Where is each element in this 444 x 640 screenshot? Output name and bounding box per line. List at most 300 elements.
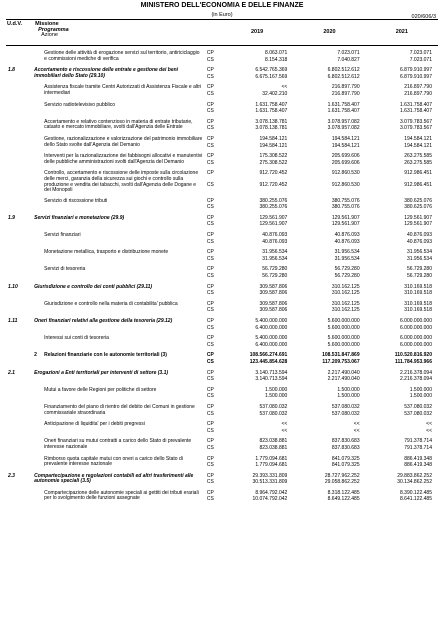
row-cp-label: CP [206, 335, 214, 342]
row-cp-value: 310.169.518 [404, 283, 432, 290]
row-cp-value: 194.584.121 [404, 135, 432, 142]
row-cp-label: CP [206, 455, 214, 462]
row-cs-value: 380.625.076 [404, 204, 432, 211]
row-cs-label: CS [206, 393, 214, 400]
row-cp-label: CP [206, 421, 214, 428]
row-cs-value: 309.587.806 [259, 290, 288, 297]
table-row [6, 198, 438, 205]
row-udv [6, 153, 34, 166]
row-cs-label: CS [206, 159, 214, 166]
row-cp-value: << [353, 421, 360, 428]
row-cs-label: CS [206, 238, 214, 245]
row-cp-value: 8.964.792.042 [255, 489, 288, 496]
row-cs-value: 6.879.910.997 [400, 73, 432, 80]
row-cs-value: 205.699.606 [331, 159, 360, 166]
table-row [6, 438, 438, 445]
row-cs-value: 837.830.683 [331, 444, 360, 451]
row-cs-value: 194.584.121 [404, 142, 432, 149]
row-cs-value: 1.500.000 [409, 393, 432, 400]
row-cp-value: 537.080.032 [331, 403, 360, 410]
row-cp-value: 108.531.847.869 [322, 352, 360, 359]
row-cs-label: CS [206, 204, 214, 211]
row-cp-value: 3.079.783.567 [400, 118, 432, 125]
row-cp-value: 1.779.094.681 [255, 455, 288, 462]
row-cp-label: CP [206, 300, 214, 307]
row-cs-value: 6.802.512.612 [327, 73, 360, 80]
table-row [6, 404, 438, 411]
row-cp-value: 175.308.522 [259, 153, 288, 160]
row-cs-value: 6.000.000.000 [400, 341, 432, 348]
row-cs-value: 56.729.280 [334, 273, 360, 280]
row-cp-value: << [426, 421, 432, 428]
row-description: Interessi sui conti di tesoreria [44, 335, 109, 342]
row-cs-value: 1.500.000 [337, 393, 360, 400]
header-year-2019: 2019 [221, 20, 293, 46]
row-cp-value: 5.400.000.000 [255, 318, 288, 324]
row-cs-value: 5.600.000.000 [327, 341, 360, 348]
table-row [6, 421, 438, 428]
row-cp-value: 8.390.122.485 [400, 489, 432, 496]
row-cp-label: CP [206, 249, 214, 256]
row-cp-value: 1.500.000 [337, 386, 360, 393]
row-cs-label: CS [206, 182, 214, 188]
row-description: Servizio di riscossione tributi [44, 197, 108, 204]
row-cs-value: 8.154.318 [265, 56, 288, 63]
header-udv: U.d.V. [6, 20, 34, 46]
row-cp-label: CP [206, 472, 214, 479]
row-cp-value: 310.162.125 [331, 300, 360, 307]
row-description: Giurisdizione e controllo nella materia di contabilita' pubblica [44, 300, 178, 307]
row-cp-value: 380.755.076 [331, 197, 360, 204]
row-cs-label: CS [206, 427, 214, 434]
row-cs-value: 2.217.490.040 [327, 376, 360, 383]
row-cs-value: 380.255.076 [259, 204, 288, 211]
row-cp-label: CP [206, 170, 214, 177]
table-row [6, 102, 438, 109]
row-cp-value: 309.587.806 [259, 300, 288, 307]
row-cs-value: 3.140.713.594 [255, 376, 288, 383]
row-cp-label: CP [206, 197, 214, 204]
row-cp-value: 912.860.530 [331, 170, 360, 177]
row-cs-value: << [281, 427, 288, 434]
row-cp-value: 8.318.122.485 [327, 489, 360, 496]
row-cs-value: 29.058.862.252 [324, 479, 360, 486]
row-cp-label: CP [206, 489, 214, 496]
row-cp-value: 1.631.758.407 [400, 101, 432, 108]
row-cp-value: 537.080.032 [259, 403, 288, 410]
row-cs-value: 56.729.280 [406, 273, 432, 280]
row-cp-value: 129.561.907 [259, 214, 288, 221]
row-cp-value: 791.378.714 [404, 438, 432, 445]
row-cp-value: 194.584.121 [259, 135, 288, 142]
row-cs-label: CS [206, 479, 214, 486]
row-cs-value: 841.079.325 [331, 462, 360, 469]
row-udv [6, 490, 34, 503]
table-row [6, 352, 438, 359]
row-udv: 1.10 [8, 283, 18, 290]
header-year-2021: 2021 [366, 20, 438, 46]
row-cs-value: 263.275.585 [404, 159, 432, 166]
row-cs-label: CS [206, 462, 214, 469]
row-udv [6, 50, 34, 63]
row-cp-value: 263.275.585 [404, 153, 432, 160]
table-row [6, 370, 438, 377]
row-cs-value: 912.986.451 [404, 182, 432, 188]
table-row [6, 266, 438, 273]
row-udv: 2.3 [8, 472, 15, 479]
row-udv [6, 84, 34, 97]
row-cp-label: CP [206, 403, 214, 410]
row-cs-label: CS [206, 73, 214, 80]
row-udv [6, 335, 34, 348]
row-udv [6, 249, 34, 262]
row-description: Servizi finanziari e monetazione (29.9) [34, 214, 125, 221]
row-cp-value: 2.216.378.094 [400, 369, 432, 376]
row-udv [6, 266, 34, 279]
row-cp-value: 40.876.093 [406, 232, 432, 239]
row-udv [6, 102, 34, 115]
row-cs-value: 823.038.881 [259, 444, 288, 451]
row-udv [6, 352, 34, 365]
row-udv [6, 232, 34, 245]
document-number: 020/606/3 [411, 14, 436, 20]
row-cp-value: 841.079.325 [331, 455, 360, 462]
row-cs-value: 129.561.907 [259, 221, 288, 228]
row-cs-value: 912.860.530 [331, 182, 360, 188]
row-cp-value: 205.699.606 [331, 153, 360, 160]
row-description: Mutui a favore delle Regioni per politiche di settore [44, 386, 157, 393]
row-udv: 1.8 [8, 67, 15, 74]
row-udv [6, 198, 34, 211]
row-description: Monetazione metallica, trasporto e distribuzione monete [44, 249, 169, 256]
row-cp-value: 108.566.274.691 [249, 352, 288, 359]
row-cp-value: 5.600.000.000 [327, 318, 360, 324]
row-cp-value: 31.956.534 [334, 249, 360, 256]
row-cs-label: CS [206, 341, 214, 348]
row-cp-value: 31.956.534 [262, 249, 288, 256]
row-cs-value: 6.400.000.000 [255, 324, 288, 331]
row-cp-value: 29.883.862.252 [397, 472, 432, 479]
row-cp-value: << [281, 421, 288, 428]
row-cs-value: 31.956.534 [262, 255, 288, 262]
header-azione: Azione [41, 32, 58, 39]
row-description: Gestione, razionalizzazione e valorizzazione del patrimonio immobiliare dello Stato svolte dall'Agenzia del Demanio [44, 135, 203, 148]
row-udv [6, 438, 34, 451]
row-cp-value: 380.625.076 [404, 197, 432, 204]
row-cp-label: CP [206, 84, 214, 91]
table-row [6, 153, 438, 160]
row-cp-value: 380.255.076 [259, 197, 288, 204]
row-cp-value: 56.729.280 [334, 266, 360, 273]
row-cs-value: 6.400.000.000 [255, 341, 288, 348]
row-cp-label: CP [206, 101, 214, 108]
table-row [6, 473, 438, 480]
row-cs-value: 6.675.167.569 [255, 73, 288, 80]
row-cp-value: 1.631.758.407 [255, 101, 288, 108]
row-cs-value: 310.162.125 [331, 290, 360, 297]
row-cs-value: 7.040.827 [337, 56, 360, 63]
row-cs-value: 40.876.093 [262, 238, 288, 245]
row-cs-value: 8.641.122.485 [400, 496, 432, 503]
table-row [6, 387, 438, 394]
row-udv [6, 387, 34, 400]
row-cs-value: 310.162.125 [331, 307, 360, 314]
row-cs-value: 40.876.093 [406, 238, 432, 245]
row-udv [6, 119, 34, 132]
row-cs-label: CS [206, 273, 214, 280]
row-cs-value: 537.080.032 [331, 410, 360, 417]
row-description: Servizi di tesoreria [44, 266, 86, 273]
row-description: Anticipazione di liquidita' per i debiti pregressi [44, 421, 145, 428]
row-cs-label: CS [206, 444, 214, 451]
row-cs-value: 3.078.957.082 [327, 125, 360, 132]
header-description [34, 20, 207, 46]
row-udv [6, 404, 34, 417]
row-mission-number: 2 [34, 352, 37, 359]
row-cs-value: 886.419.348 [404, 462, 432, 469]
row-cs-value: 3.079.783.567 [400, 125, 432, 132]
table-row [6, 284, 438, 291]
row-cs-label: CS [206, 255, 214, 262]
row-cs-value: 912.720.452 [259, 182, 288, 188]
row-cs-value: 194.584.121 [331, 142, 360, 149]
row-cs-value: 7.023.071 [409, 56, 432, 63]
row-cs-value: 6.000.000.000 [400, 324, 432, 331]
row-cp-label: CP [206, 118, 214, 125]
row-udv: 1.11 [8, 318, 18, 324]
table-row [6, 318, 438, 325]
row-cp-value: 129.561.907 [404, 214, 432, 221]
row-cs-label: CS [206, 324, 214, 331]
row-udv [6, 421, 34, 434]
row-cs-label: CS [206, 410, 214, 417]
row-cp-value: 8.063.071 [265, 50, 288, 56]
row-cs-value: 194.584.121 [259, 142, 288, 149]
row-cp-label: CP [206, 266, 214, 273]
table-row [6, 215, 438, 222]
budget-table [6, 19, 438, 503]
row-cs-value: 32.402.210 [262, 90, 288, 97]
row-cs-value: 310.169.518 [404, 307, 432, 314]
table-body [6, 46, 438, 504]
row-cs-value: 8.649.122.485 [327, 496, 360, 503]
row-description: Compartecipazione delle autonomie speciali ai gettiti dei tributi erariali per lo svolgimento delle funzioni assegnate [44, 489, 199, 502]
row-cs-value: 216.897.790 [331, 90, 360, 97]
row-cs-value: 216.897.790 [404, 90, 432, 97]
row-cp-value: 1.500.000 [265, 386, 288, 393]
row-cp-value: 216.897.790 [331, 84, 360, 91]
row-cp-value: 6.000.000.000 [400, 318, 432, 324]
row-cs-label: CS [206, 142, 214, 149]
table-row [6, 301, 438, 308]
row-cs-value: 1.500.000 [265, 393, 288, 400]
row-cs-value: 3.078.138.781 [255, 125, 288, 132]
row-cp-label: CP [206, 438, 214, 445]
row-udv [6, 456, 34, 469]
row-cs-value: 537.080.032 [259, 410, 288, 417]
row-description: Gestione delle attività di erogazione servizi sul territorio, antiriciclaggio e commissioni mediche di verifica [44, 50, 200, 62]
row-cp-value: 29.393.331.809 [252, 472, 288, 479]
row-cs-value: 1.631.758.407 [255, 108, 288, 115]
row-cp-value: 194.584.121 [331, 135, 360, 142]
header-year-2020: 2020 [293, 20, 365, 46]
row-cs-value: 30.134.862.252 [397, 479, 432, 486]
row-udv [6, 170, 34, 193]
row-cp-value: 2.217.490.040 [327, 369, 360, 376]
table-row [6, 170, 438, 182]
row-cp-label: CP [206, 352, 214, 359]
row-cp-value: 310.169.518 [404, 300, 432, 307]
row-description: Controllo, accertamento e riscossione delle imposte sulla circolazione delle merci, garanzia della sicurezza sui giochi e controllo sulla produzione e vendita dei tabacchi, svolti dall'Agenzia delle Dogane e dei Monopoli [44, 170, 199, 194]
row-cp-value: 6.802.512.612 [327, 67, 360, 74]
table-row [6, 490, 438, 497]
row-cp-value: 56.729.280 [406, 266, 432, 273]
header-cpcs [207, 20, 221, 46]
row-udv: 2.1 [8, 369, 15, 376]
row-cp-value: 110.520.816.920 [394, 352, 432, 359]
row-cs-label: CS [206, 376, 214, 383]
row-cp-value: 31.956.534 [406, 249, 432, 256]
row-cs-label: CS [206, 108, 214, 115]
row-cp-value: 6.000.000.000 [400, 335, 432, 342]
row-description: Interventi per la razionalizzazione dei fabbisogni allocativi e manutentivi delle pubbliche amministrazioni svolti dall'Agenzia del Demanio [44, 153, 203, 165]
row-cp-value: 3.140.713.594 [255, 369, 288, 376]
row-udv [6, 136, 34, 149]
row-description: Rimborso quota capitale mutui con oneri a carico dello Stato di prevalente interesse nazionale [44, 455, 183, 468]
row-description: Accertamento e riscossione delle entrate e gestione dei beni immobiliari dello Stato (29.10) [34, 67, 179, 79]
row-cs-value: 275.308.522 [259, 159, 288, 166]
row-cs-label: CS [206, 496, 214, 503]
row-cp-value: 823.038.881 [259, 438, 288, 445]
row-cs-value: 380.755.076 [331, 204, 360, 211]
row-cp-label: CP [206, 369, 214, 376]
row-cp-value: 886.419.348 [404, 455, 432, 462]
row-cp-value: 3.078.138.781 [255, 118, 288, 125]
row-cs-label: CS [206, 358, 214, 365]
row-cs-value: << [426, 427, 432, 434]
row-cs-value: 56.729.280 [262, 273, 288, 280]
row-cp-value: 28.727.962.252 [324, 472, 360, 479]
row-description: Servizio radiotelevisivo pubblico [44, 101, 116, 108]
row-cs-label: CS [206, 221, 214, 228]
row-cs-value: 129.561.907 [404, 221, 432, 228]
row-description: Servizi finanziari [44, 232, 81, 239]
row-cp-value: 310.162.125 [331, 283, 360, 290]
row-cp-label: CP [206, 135, 214, 142]
row-description: Accertamento e relativo contenzioso in materia di entrate tributarie, catasto e mercato immobiliare, svolti dall'Agenzia delle Entrate [44, 118, 193, 131]
row-cp-label: CP [206, 386, 214, 393]
row-cs-label: CS [206, 290, 214, 297]
row-cp-label: CP [206, 153, 214, 160]
ministry-title: MINISTERO DELL'ECONOMIA E DELLE FINANZE [140, 2, 304, 9]
row-cs-value: 2.216.378.094 [400, 376, 432, 383]
row-cs-value: 31.956.534 [406, 255, 432, 262]
row-cp-value: 7.023.071 [337, 50, 360, 56]
currency-unit: (in Euro) [211, 12, 233, 18]
table-row [6, 119, 438, 126]
row-cp-value: 56.729.280 [262, 266, 288, 273]
row-cp-value: << [281, 84, 288, 91]
row-cp-label: CP [206, 67, 214, 74]
row-cp-value: 40.876.093 [334, 232, 360, 239]
row-cs-value: 123.445.854.628 [249, 358, 288, 365]
row-cs-value: 1.631.758.407 [327, 108, 360, 115]
row-cs-value: 309.587.806 [259, 307, 288, 314]
row-cp-value: 537.080.032 [404, 403, 432, 410]
row-description: Giurisdizione e controllo dei conti pubblici (29.11) [34, 283, 153, 290]
row-cs-label: CS [206, 90, 214, 97]
row-udv [6, 301, 34, 314]
table-row [6, 84, 438, 91]
row-cp-value: 912.986.451 [404, 170, 432, 177]
row-description: Assistenza fiscale tramite Centri Autorizzati di Assistenza Fiscale e altri intermediari [44, 84, 202, 96]
row-cp-value: 6.542.765.369 [255, 67, 288, 74]
table-row [6, 456, 438, 463]
row-cs-value: 10.074.792.042 [252, 496, 288, 503]
row-cs-label: CS [206, 125, 214, 132]
row-cs-value: 310.169.518 [404, 290, 432, 297]
row-cs-value: 1.779.094.681 [255, 462, 288, 469]
row-udv: 1.9 [8, 214, 15, 221]
row-cs-label: CS [206, 307, 214, 314]
table-row [6, 50, 438, 57]
row-cs-value: 537.080.032 [404, 410, 432, 417]
table-row [6, 335, 438, 342]
row-cp-value: 5.400.000.000 [255, 335, 288, 342]
row-cs-value: 129.561.907 [331, 221, 360, 228]
row-description: Relazioni finanziarie con le autonomie territoriali (3) [44, 352, 167, 359]
table-row [6, 67, 438, 74]
row-cs-value: 40.876.093 [334, 238, 360, 245]
row-cp-value: 5.600.000.000 [327, 335, 360, 342]
header-missione: Missione [35, 21, 59, 27]
row-cp-value: 912.720.452 [259, 170, 288, 177]
row-cp-label: CP [206, 283, 214, 290]
row-cp-value: 129.561.907 [331, 214, 360, 221]
table-row [6, 136, 438, 143]
row-cs-value: 31.956.534 [334, 255, 360, 262]
row-cp-value: 1.500.000 [409, 386, 432, 393]
row-description: Finanziamento del piano di rientro del debito dei Comuni in gestione commissariale straordinaria [44, 403, 195, 416]
row-cp-label: CP [206, 50, 214, 56]
row-cp-label: CP [206, 232, 214, 239]
table-header [6, 20, 438, 46]
row-cs-value: 791.378.714 [404, 444, 432, 451]
row-cs-value: 117.209.753.067 [322, 358, 360, 365]
row-cp-label: CP [206, 318, 214, 324]
row-cs-label: CS [206, 56, 214, 63]
row-cs-value: 1.631.758.407 [400, 108, 432, 115]
table-row [6, 249, 438, 256]
row-cp-value: 309.587.806 [259, 283, 288, 290]
row-description: Erogazioni a Enti territoriali per interventi di settore (3.1) [34, 369, 169, 376]
row-cp-value: 6.879.910.997 [400, 67, 432, 74]
row-cs-value: << [353, 427, 360, 434]
row-cp-value: 837.830.683 [331, 438, 360, 445]
row-cp-value: 40.876.093 [262, 232, 288, 239]
table-row [6, 232, 438, 239]
row-cp-value: 7.023.071 [409, 50, 432, 56]
row-description: Oneri finanziari su mutui contratti a carico dello Stato di prevalente interesse nazionale [44, 438, 192, 450]
row-cp-value: 216.897.790 [404, 84, 432, 91]
row-cs-value: 111.784.953.966 [395, 358, 432, 365]
header-programma: Programma [38, 26, 69, 33]
row-cp-value: 1.631.758.407 [327, 101, 360, 108]
row-cp-label: CP [206, 214, 214, 221]
row-cs-value: 5.600.000.000 [327, 324, 360, 331]
row-cs-value: 30.513.331.809 [252, 479, 288, 486]
row-description: Oneri finanziari relativi alla gestione della tesoreria (29.12) [34, 318, 173, 324]
